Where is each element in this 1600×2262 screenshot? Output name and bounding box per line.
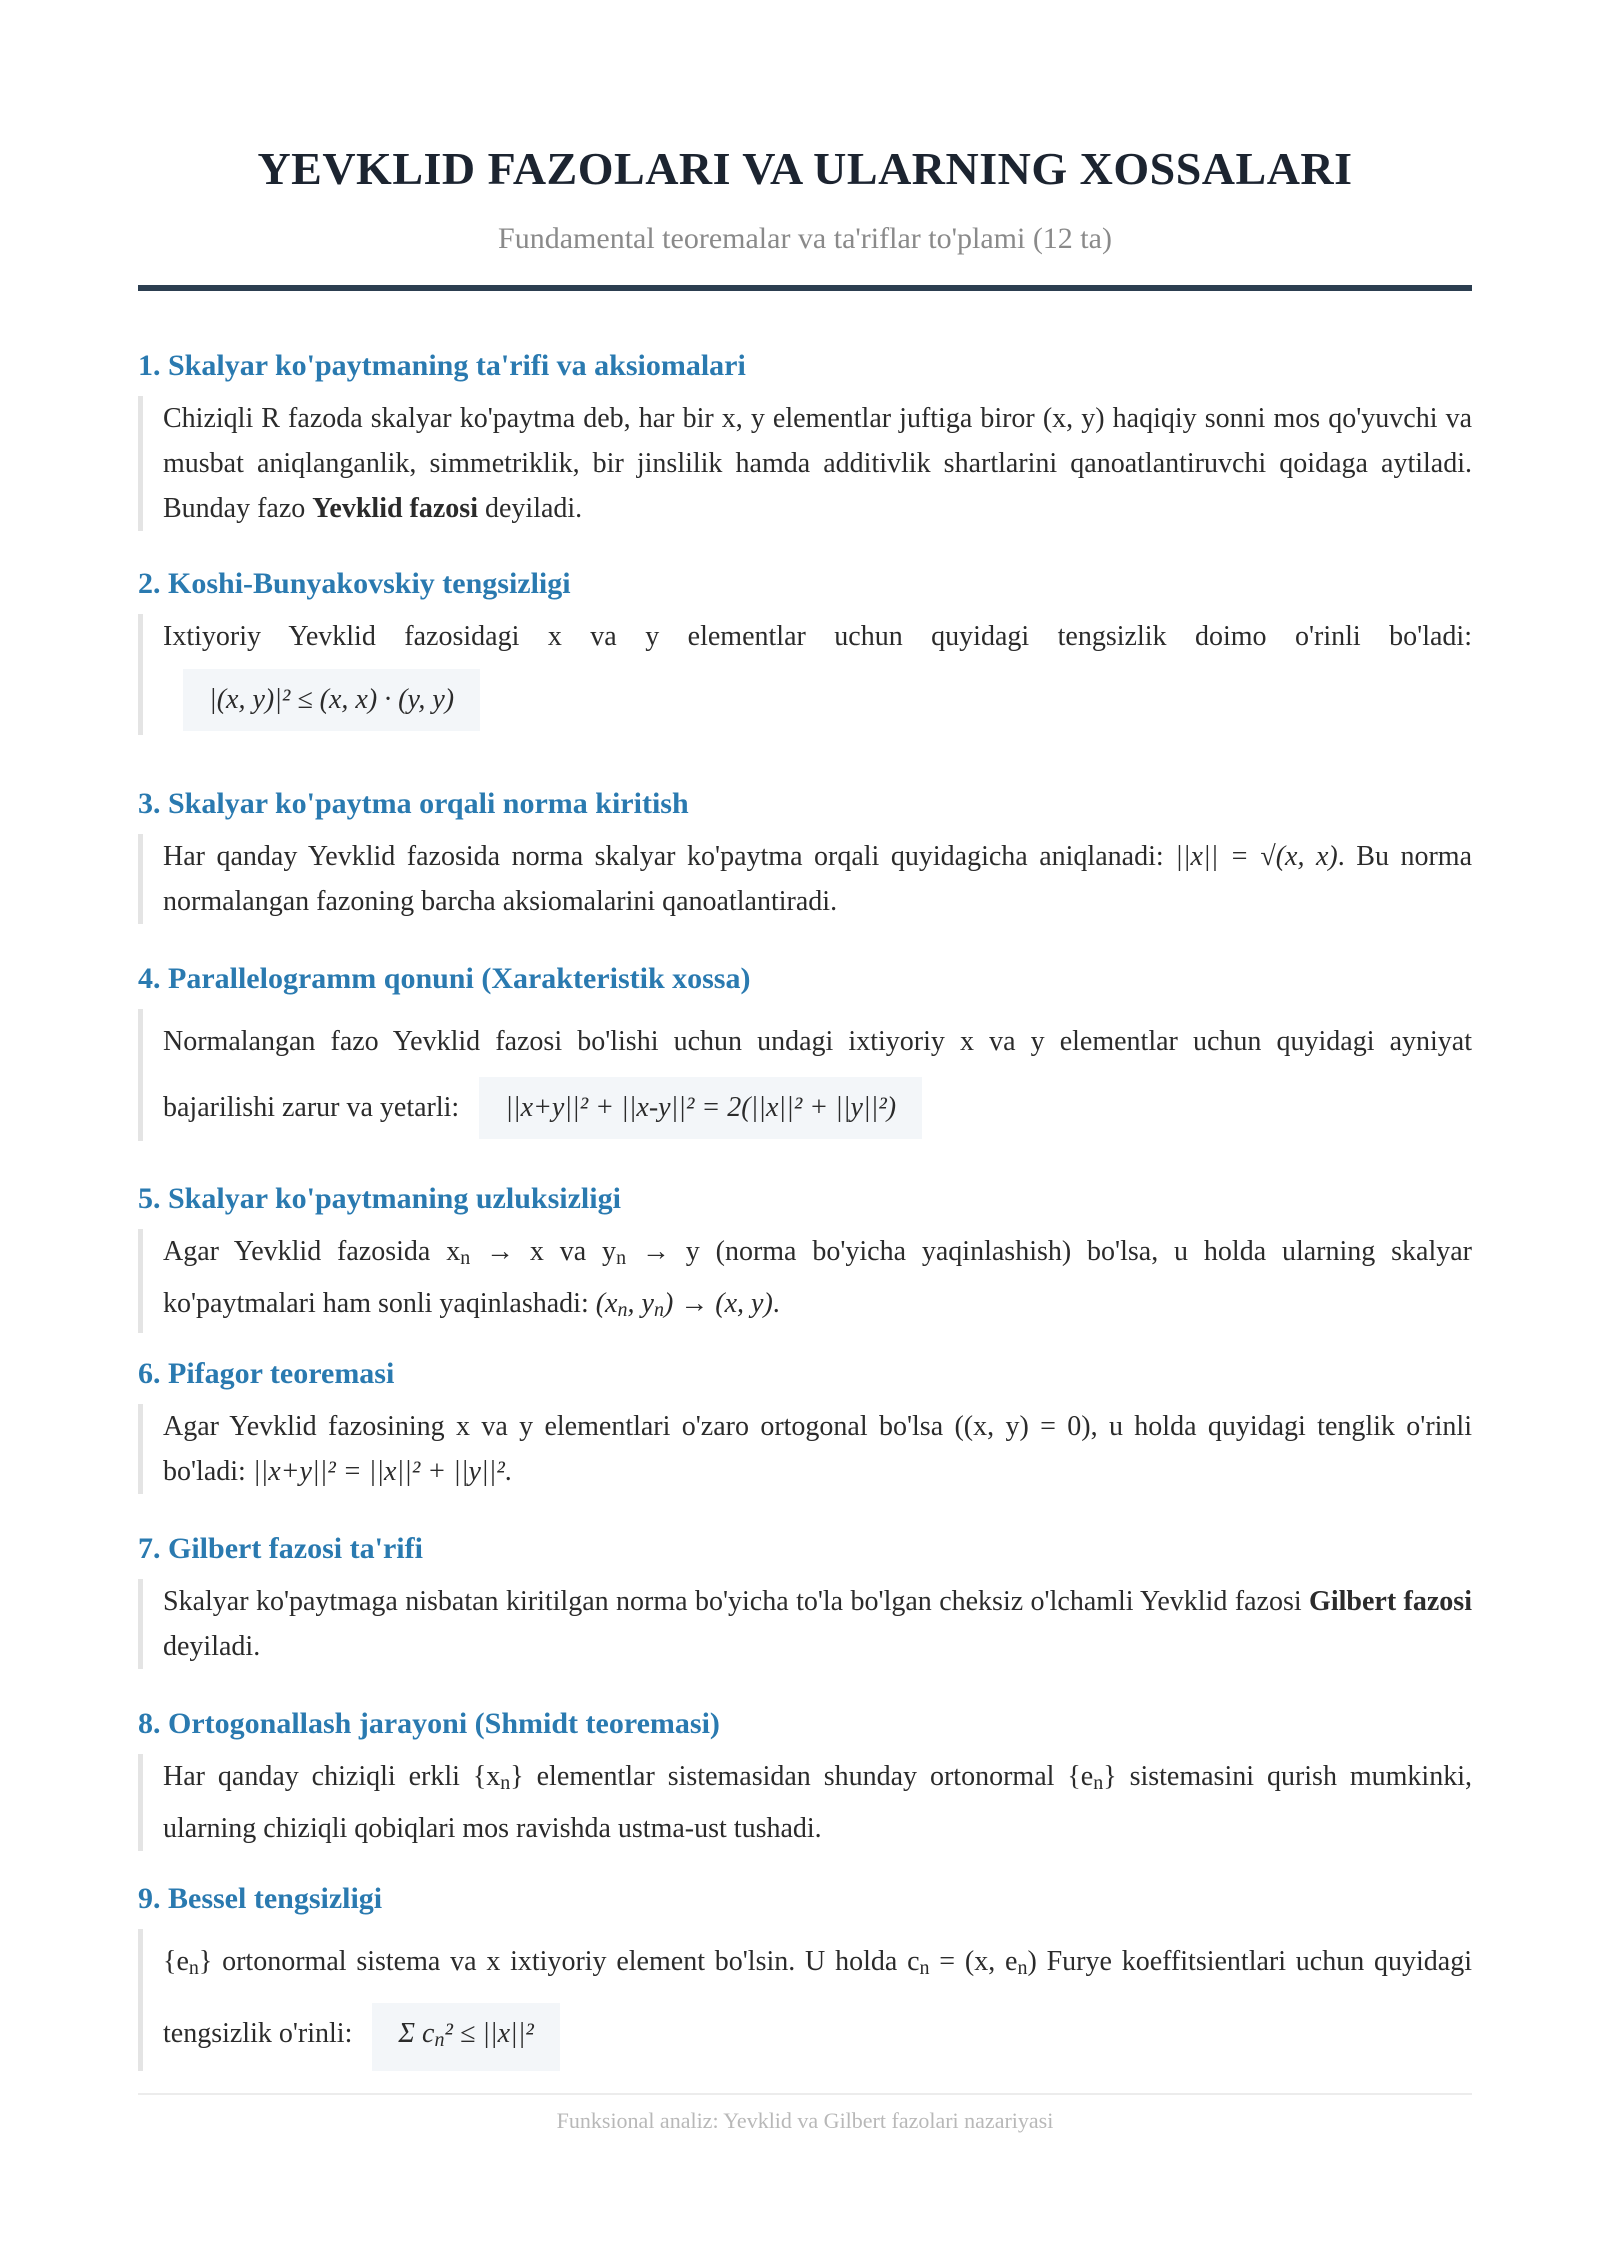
section-text: Har qanday Yevklid fazosida norma skalyar ko'paytma orqali quyidagicha aniqlanadi: — [163, 841, 1176, 872]
subscript: n — [919, 1957, 930, 1979]
section-text: Har qanday chiziqli erkli {x — [163, 1761, 501, 1792]
section-body — [138, 1579, 1472, 1669]
subscript: n — [1017, 1957, 1028, 1979]
section-text: = (x, e — [929, 1946, 1018, 1977]
sections-list — [138, 344, 1472, 2071]
footer-divider — [138, 2093, 1472, 2095]
formula-part: Σ c — [398, 2018, 435, 2049]
section-body — [138, 1009, 1472, 1141]
section-body — [138, 1229, 1472, 1333]
section-heading: 5. Skalyar ko'paytmaning uzluksizligi — [138, 1182, 621, 1215]
section-text: Agar Yevklid fazosida x — [163, 1236, 461, 1267]
section-text: → y (norma bo'yicha yaqinlashish) bo'lsa, u holda ularning skalyar ko'paytmalari ham sonli yaqinlashadi: — [163, 1236, 1472, 1319]
formula-part: (x — [595, 1288, 618, 1319]
section-text: → x va y — [470, 1236, 617, 1267]
term-bold: Gilbert fazosi — [1309, 1586, 1472, 1617]
section-heading: 8. Ortogonallash jarayoni (Shmidt teoremasi) — [138, 1707, 720, 1740]
section-4 — [138, 957, 1472, 1177]
section-body — [138, 396, 1472, 531]
subscript: n — [500, 1772, 511, 1794]
section-body — [138, 1754, 1472, 1851]
section-heading: 7. Gilbert fazosi ta'rifi — [138, 1532, 423, 1565]
section-3 — [138, 782, 1472, 957]
section-body — [138, 834, 1472, 924]
section-6 — [138, 1352, 1472, 1527]
formula-part: ² ≤ ||x||² — [444, 2018, 534, 2049]
formula-part: , y — [627, 1288, 654, 1319]
section-heading: 6. Pifagor teoremasi — [138, 1357, 395, 1390]
section-7 — [138, 1527, 1472, 1702]
section-2 — [138, 562, 1472, 782]
page-subtitle: Fundamental teoremalar va ta'riflar to'plami (12 ta) — [498, 222, 1112, 255]
section-body — [138, 1404, 1472, 1494]
formula-box — [372, 2003, 559, 2071]
formula-inline — [596, 1288, 773, 1319]
section-5 — [138, 1177, 1472, 1352]
section-8 — [138, 1702, 1472, 1877]
section-text: ) Furye koeffitsientlari uchun quyidagi tengsizlik o'rinli: — [163, 1946, 1473, 2049]
section-text: Chiziqli R fazoda skalyar ko'paytma deb, har bir x, y elementlar juftiga biror (x, y) haqiqiy sonni mos qo'yuvchi va musbat aniqlanganlik, simmetriklik, bir jinslilik hamda additivlik shartlarini qanoatlantiruvchi qoidaga aytiladi. Bunday fazo — [163, 403, 1472, 524]
subscript: n — [188, 1957, 199, 1979]
term-bold: Yevklid fazosi — [312, 493, 478, 524]
section-text: . — [504, 1456, 512, 1487]
subscript: n — [617, 1299, 628, 1321]
section-text: } sistemasini qurish mumkinki, ularning chiziqli qobiqlari mos ravishda ustma-ust tushadi. — [163, 1761, 1472, 1844]
section-heading: 9. Bessel tengsizligi — [138, 1882, 383, 1915]
section-heading: 3. Skalyar ko'paytma orqali norma kiritish — [138, 787, 689, 820]
section-text: Normalangan fazo Yevklid fazosi bo'lishi uchun undagi ixtiyoriy x va y elementlar uchun quyidagi ayniyat bajarilishi zarur va yetarli: — [163, 1026, 1472, 1123]
section-body — [138, 614, 1472, 735]
subscript: n — [1093, 1772, 1104, 1794]
formula-part: ) → (x, y) — [663, 1288, 773, 1319]
section-text: Agar Yevklid fazosining x va y elementlari o'zaro ortogonal bo'lsa ((x, y) = 0), u holda quyidagi tenglik o'rinli bo'ladi: — [163, 1411, 1472, 1487]
section-text: } elementlar sistemasidan shunday ortonormal {e — [510, 1761, 1094, 1792]
subscript: n — [616, 1247, 627, 1269]
section-body — [138, 1929, 1472, 2071]
section-text: } ortonormal sistema va x ixtiyoriy element bo'lsin. U holda c — [198, 1946, 920, 1977]
formula-inline: ||x|| = √(x, x) — [1175, 841, 1338, 872]
section-heading: 2. Koshi-Bunyakovskiy tengsizligi — [138, 567, 571, 600]
section-1 — [138, 344, 1472, 562]
page-footer: Funksional analiz: Yevklid va Gilbert fazolari nazariyasi — [556, 2108, 1054, 2133]
page-title: YEVKLID FAZOLARI VA ULARNING XOSSALARI — [257, 143, 1353, 194]
formula-box: ||x+y||² + ||x-y||² = 2(||x||² + ||y||²) — [479, 1077, 922, 1139]
section-heading: 1. Skalyar ko'paytmaning ta'rifi va aksiomalari — [138, 349, 746, 382]
section-text: Skalyar ko'paytmaga nisbatan kiritilgan norma bo'yicha to'la bo'lgan cheksiz o'lchamli Yevklid fazosi — [163, 1586, 1310, 1617]
subscript: n — [434, 2029, 445, 2051]
section-text: {e — [163, 1946, 189, 1977]
formula-inline: ||x+y||² = ||x||² + ||y||² — [252, 1456, 505, 1487]
section-text: . Bu norma normalangan fazoning barcha aksiomalarini qanoatlantiradi. — [163, 841, 1472, 917]
section-text: Ixtiyoriy Yevklid fazosidagi x va y elementlar uchun quyidagi tengsizlik doimo o'rinli bo'ladi: — [163, 621, 1472, 652]
section-9 — [138, 1877, 1472, 2071]
section-text: . — [772, 1288, 780, 1319]
section-heading: 4. Parallelogramm qonuni (Xarakteristik xossa) — [138, 962, 751, 995]
subscript: n — [653, 1299, 664, 1321]
title-divider — [138, 285, 1472, 291]
section-text: deyiladi. — [477, 493, 583, 524]
formula-box: |(x, y)|² ≤ (x, x) · (y, y) — [183, 669, 480, 731]
section-text: deyiladi. — [163, 1631, 261, 1662]
subscript: n — [460, 1247, 471, 1269]
